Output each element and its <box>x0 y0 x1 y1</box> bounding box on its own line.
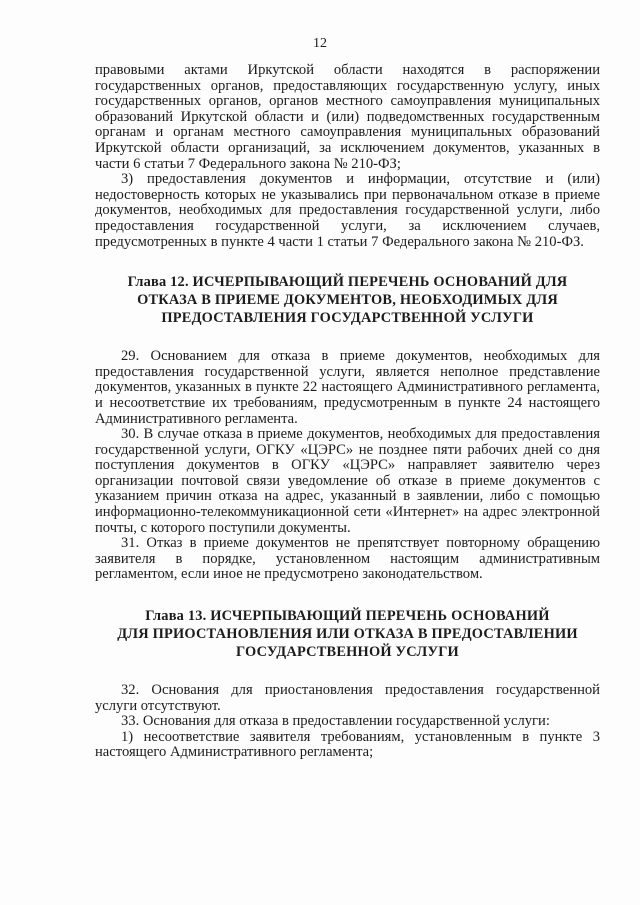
paragraph-31: 31. Отказ в приеме документов не препятствует повторному обращению заявителя в порядке, установленном настоящим административным регламентом, если иное не предусмотрено законодательством. <box>95 535 600 583</box>
paragraph-29: 29. Основанием для отказа в приеме документов, необходимых для предоставления государственной услуги, является неполное представление документов, указанных в пункте 22 настоящего Административного регламента, и несоответствие их требованиям, предусмотренным в пункте 24 настоящего Административного регламента. <box>95 348 600 427</box>
chapter-12-heading-line: Глава 12. ИСЧЕРПЫВАЮЩИЙ ПЕРЕЧЕНЬ ОСНОВАНИЙ ДЛЯ <box>127 274 568 291</box>
chapter-13-heading <box>95 607 600 661</box>
page-number: 12 <box>313 36 327 51</box>
paragraph-30: 30. В случае отказа в приеме документов, необходимых для предоставления государственной услуги, ОГКУ «ЦЭРС» не позднее пяти рабочих дней со дня поступления документов в ОГКУ «ЦЭРС» направляет заявителю через организации почтовой связи уведомление об отказе в приеме документов с указанием причин отказа на адрес, указанный в заявлении, либо с помощью информационно-телекоммуникационной сети «Интернет» на адрес электронной почты, с которого поступили документы. <box>95 426 600 536</box>
intro-paragraph-continued: правовыми актами Иркутской области находятся в распоряжении государственных органов, предоставляющих государственную услугу, иных государственных органов, органов местного самоуправления муниципальных образований Иркутской области и (или) подведомственных государственным органам и органам местного самоуправления муниципальных образований Иркутской области организаций, за исключением документов, указанных в части 6 статьи 7 Федерального закона № 210-ФЗ; <box>95 62 600 172</box>
chapter-12-heading <box>95 273 600 327</box>
chapter-12-heading-line: ОТКАЗА В ПРИЕМЕ ДОКУМЕНТОВ, НЕОБХОДИМЫХ ДЛЯ <box>137 292 558 309</box>
paragraph-33: 33. Основания для отказа в предоставлении государственной услуги: <box>121 713 550 730</box>
document-body <box>95 63 600 761</box>
chapter-13-heading-line: ГОСУДАРСТВЕННОЙ УСЛУГИ <box>236 644 459 661</box>
chapter-13-heading-line: ДЛЯ ПРИОСТАНОВЛЕНИЯ ИЛИ ОТКАЗА В ПРЕДОСТАВЛЕНИИ <box>117 626 578 643</box>
paragraph-32: 32. Основания для приостановления предоставления государственной услуги отсутствуют. <box>95 682 600 714</box>
chapter-12-heading-line: ПРЕДОСТАВЛЕНИЯ ГОСУДАРСТВЕННОЙ УСЛУГИ <box>161 310 534 327</box>
chapter-13-heading-line: Глава 13. ИСЧЕРПЫВАЮЩИЙ ПЕРЕЧЕНЬ ОСНОВАНИЙ <box>145 608 550 625</box>
paragraph-33-item-1: 1) несоответствие заявителя требованиям, установленным в пункте 3 настоящего Административного регламента; <box>95 728 600 761</box>
intro-paragraph-item-3: 3) предоставления документов и информации, отсутствие и (или) недостоверность которых не указывались при первоначальном отказе в приеме документов, необходимых для предоставления государственной услуги, либо предоставления государственной услуги, за исключением случаев, предусмотренных в пункте 4 части 1 статьи 7 Федерального закона № 210-ФЗ. <box>95 171 600 250</box>
